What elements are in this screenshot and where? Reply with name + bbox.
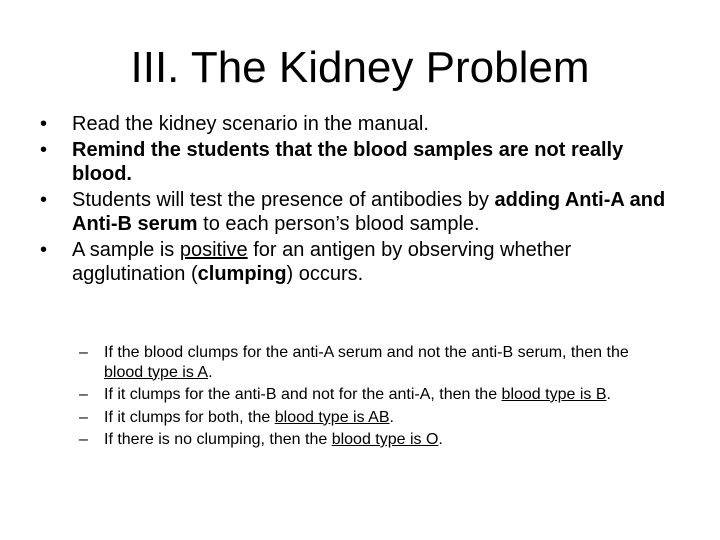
sub-bullet-item: [0, 385, 720, 405]
sub-bullet-item: [0, 408, 720, 428]
bullet-marker: •: [40, 139, 48, 161]
slide-title: III. The Kidney Problem: [130, 43, 590, 92]
bullet-list: [0, 112, 720, 288]
bullet-text-bold: clumping: [197, 263, 287, 285]
bullet-item: [0, 188, 720, 236]
bullet-text-bold: adding Anti-A and Anti-B serum: [72, 189, 666, 235]
sub-bullet-text: If there is no clumping, then the: [104, 431, 332, 448]
sub-bullet-text: .: [606, 386, 611, 403]
bullet-item: [0, 238, 720, 286]
bullet-marker: •: [40, 189, 48, 211]
sub-bullet-marker: –: [79, 431, 88, 448]
bullet-text: Read the kidney scenario in the manual.: [72, 113, 429, 135]
bullet-text-bold: Remind the students that the blood samples are not really blood.: [72, 139, 624, 185]
bullet-text: Students will test the presence of antibodies by: [72, 189, 495, 211]
sub-bullet-item: [0, 430, 720, 450]
sub-bullet-list: [0, 343, 720, 453]
sub-bullet-text: If it clumps for the anti-B and not for the anti-A, then the: [104, 386, 502, 403]
bullet-marker: •: [40, 113, 48, 135]
blood-type-o-text: blood type is O: [331, 431, 439, 448]
sub-bullet-marker: –: [79, 344, 88, 361]
sub-bullet-marker: –: [79, 408, 88, 426]
sub-bullet-text: .: [208, 363, 213, 381]
sub-bullet-text: .: [389, 408, 394, 426]
sub-bullet-item: [0, 343, 720, 382]
bullet-item: [0, 138, 720, 186]
bullet-marker: •: [40, 239, 48, 261]
sub-bullet-text: .: [438, 431, 443, 448]
sub-bullet-text: If it clumps for both, the: [104, 408, 275, 426]
sub-bullet-text: If the blood clumps for the anti-A serum and not the anti-B serum, then the: [104, 344, 629, 361]
bullet-text: to each person’s blood sample.: [197, 213, 480, 235]
bullet-item: [0, 112, 720, 136]
bullet-text: for an antigen by observing whether agglutination (: [72, 239, 572, 285]
blood-type-ab-text: blood type is AB: [274, 408, 390, 426]
sub-bullet-marker: –: [79, 386, 88, 403]
bullet-text-underlined: positive: [179, 239, 248, 261]
blood-type-a-text: blood type is A: [104, 363, 209, 381]
bullet-text: ) occurs.: [286, 263, 364, 285]
blood-type-b-text: blood type is B: [501, 386, 607, 403]
bullet-text: A sample is: [72, 239, 180, 261]
